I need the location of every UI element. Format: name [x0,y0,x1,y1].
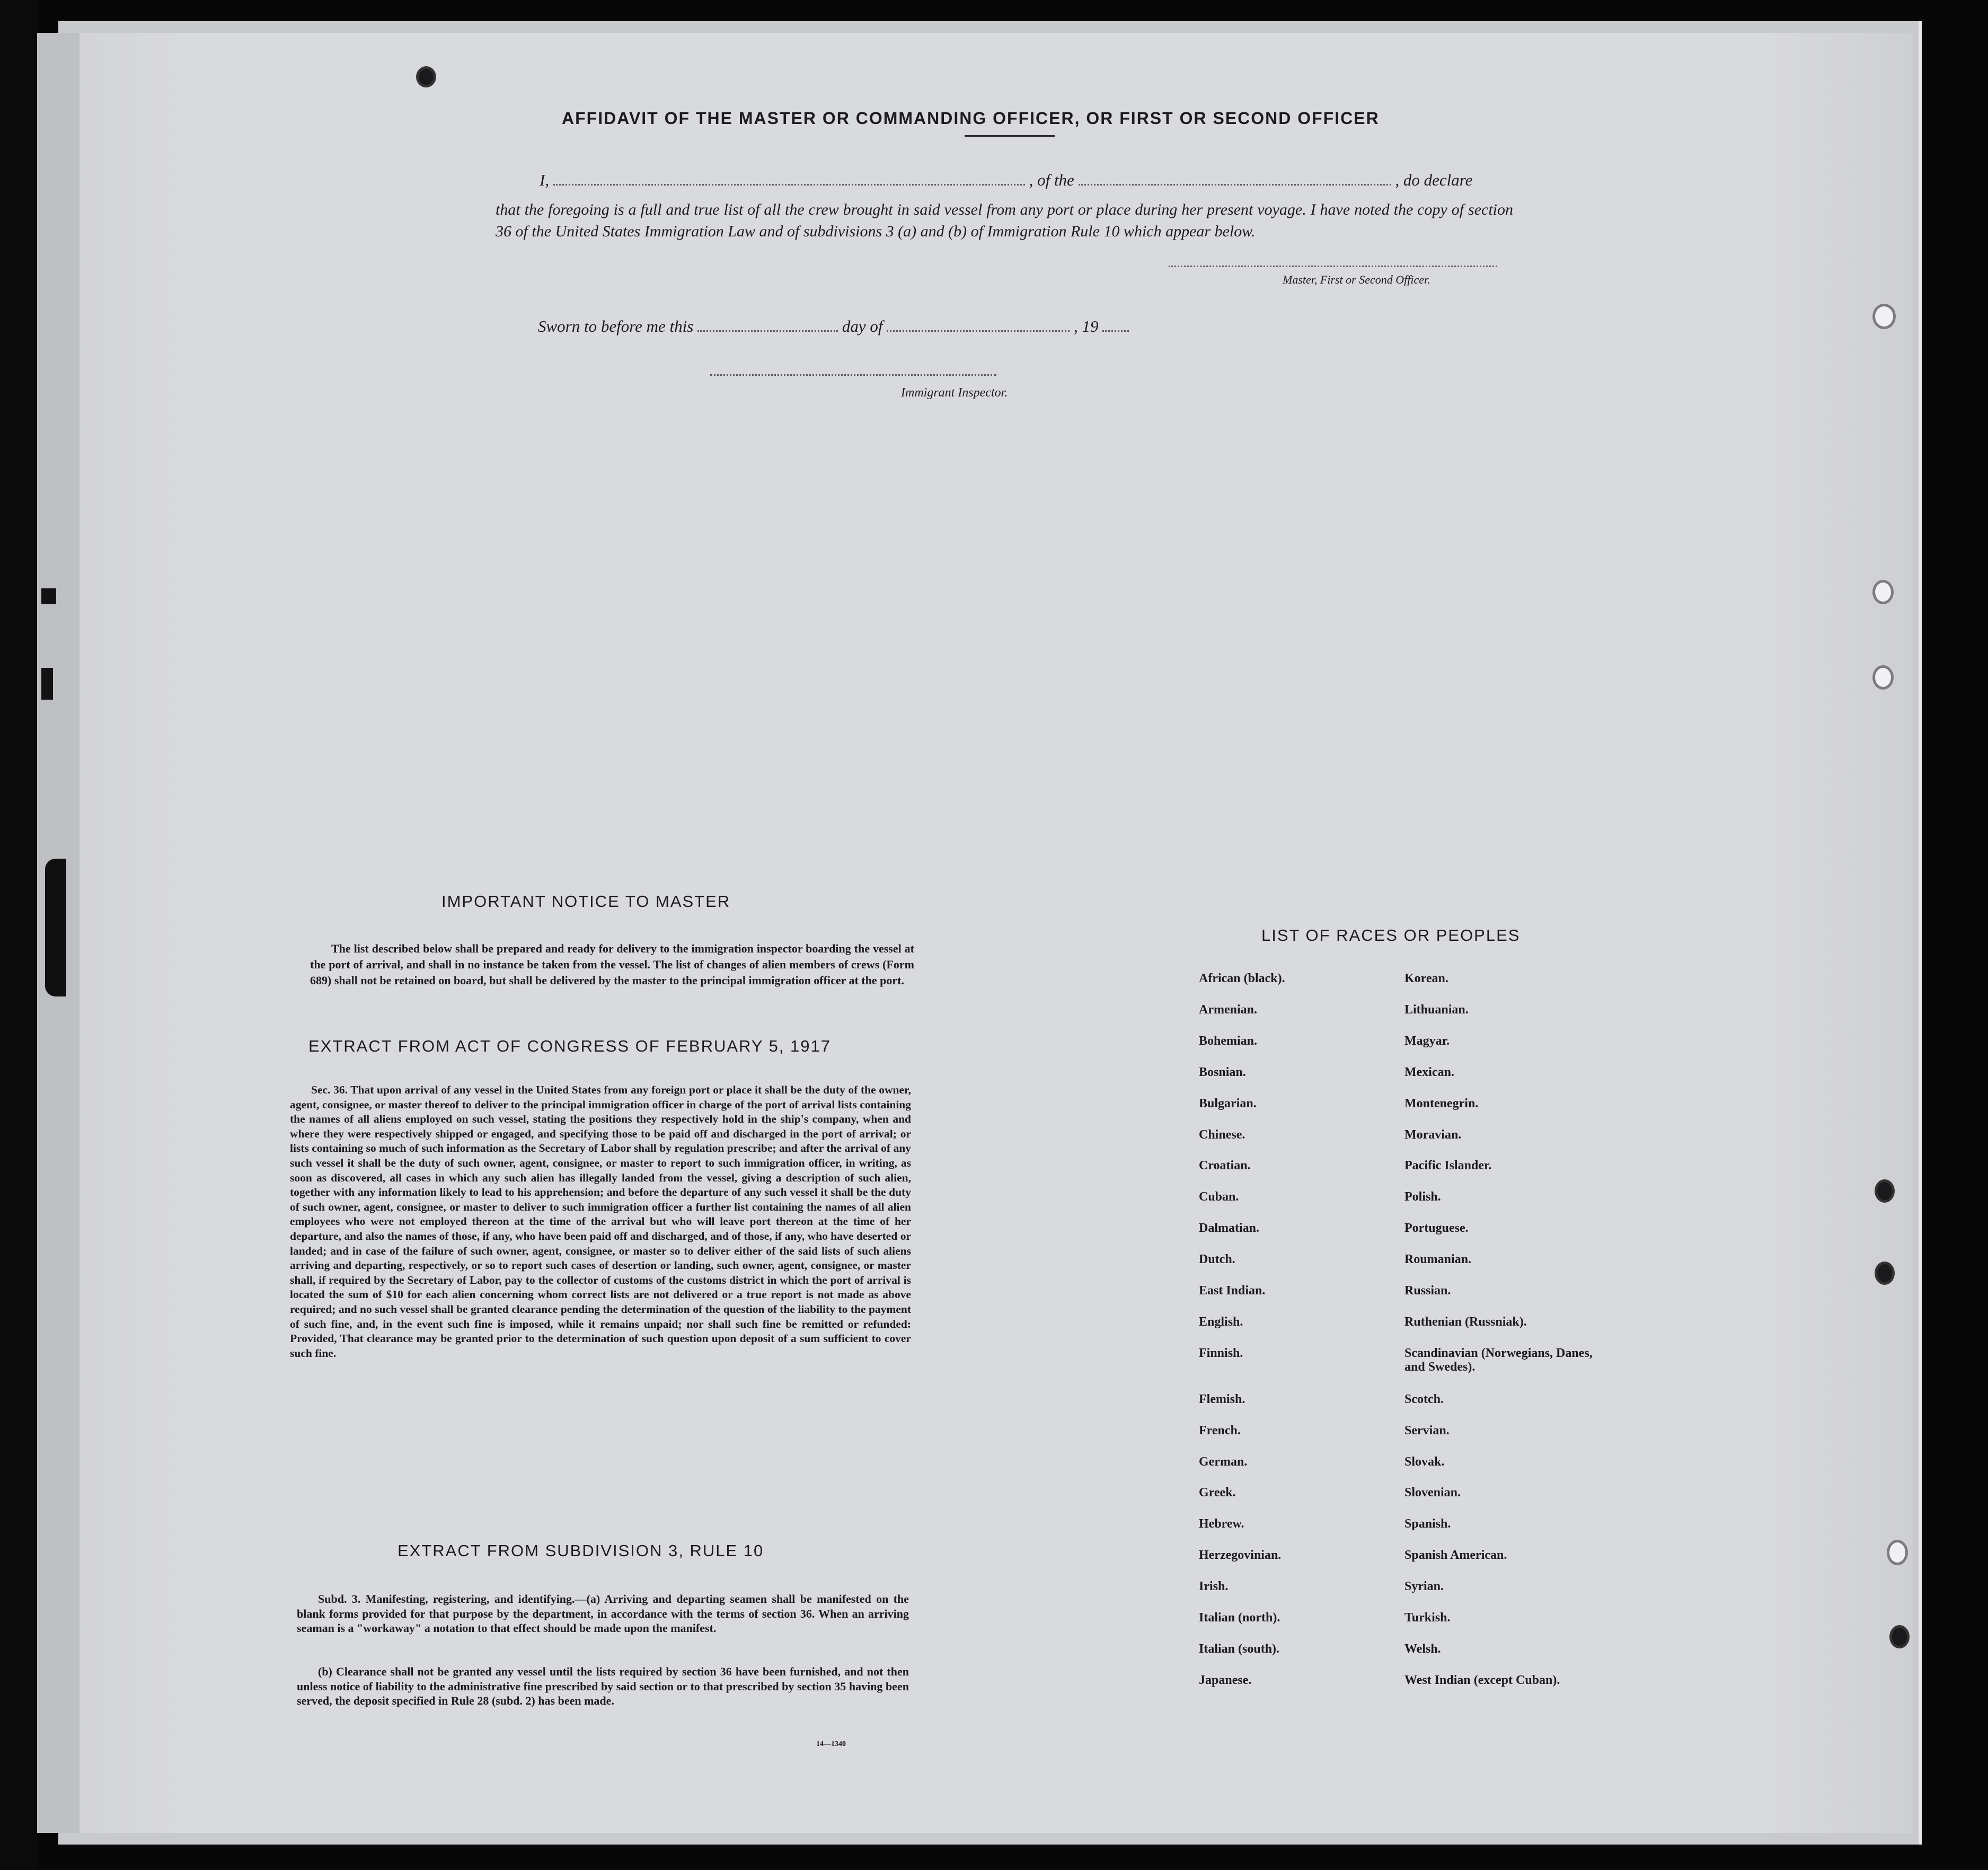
sworn-year: , 19 [1073,317,1099,336]
binding-mark [45,859,66,996]
extract-rule-para-b: (b) Clearance shall not be granted any vessel until the lists required by section 36 have been furnished, and not then unless notice of liability to the administrative fine prescribed by said section or to that prescribed by section 35 having been served, the deposit specified in Rule 28 (subd. 2) has been made. [297,1665,909,1707]
race-item: Bosnian. [1199,1065,1246,1079]
race-item: Russian. [1404,1284,1451,1298]
race-item: Italian (south). [1199,1642,1280,1656]
punch-hole-icon [1889,1625,1910,1648]
race-item: Japanese. [1199,1673,1252,1687]
race-item: African (black). [1199,972,1285,985]
race-item: Scotch. [1404,1392,1444,1406]
sworn-day-of: day of [842,317,883,336]
race-item: Hebrew. [1199,1517,1244,1531]
notice-title: IMPORTANT NOTICE TO MASTER [441,892,731,911]
sworn-line [538,317,1129,336]
race-item: Herzegovinian. [1199,1548,1282,1563]
race-item: Finnish. [1199,1346,1243,1360]
race-item: Slovak. [1404,1454,1445,1469]
race-item: Slovenian. [1404,1486,1461,1500]
race-item: Chinese. [1199,1127,1245,1142]
divider [965,135,1055,137]
declaration-line [540,171,1472,190]
punch-hole-icon [416,66,436,87]
declaration-do-declare: , do declare [1395,171,1473,189]
race-item: Korean. [1404,972,1448,985]
race-item: Dalmatian. [1199,1221,1259,1236]
race-item: Portuguese. [1404,1221,1469,1236]
extract-rule-title: EXTRACT FROM SUBDIVISION 3, RULE 10 [397,1541,764,1560]
race-item: Servian. [1404,1423,1450,1437]
race-item: Croatian. [1199,1159,1251,1173]
race-item: Roumanian. [1404,1252,1472,1267]
punch-hole-icon [1875,1179,1895,1203]
race-item: Moravian. [1404,1127,1462,1142]
race-item: Welsh. [1404,1642,1441,1656]
race-item: Greek. [1199,1486,1236,1500]
race-item: Flemish. [1199,1392,1245,1406]
race-item: German. [1199,1454,1248,1469]
declaration-i: I, [540,171,550,189]
inspector-signature-field[interactable] [710,374,996,376]
race-item: Dutch. [1199,1252,1235,1267]
race-item: Lithuanian. [1404,1002,1469,1017]
race-item: Magyar. [1404,1034,1450,1048]
extract-act-text: Sec. 36. That upon arrival of any vessel in the United States from any foreign port or place it shall be the duty of the owner, agent, consignee, or master thereof to deliver to the principal immigration officer in charge of the port of arrival lists containing the names of all aliens employed on such vessel, stating the positions they respectively hold in the ship's company, when and where they were respectively shipped or engaged, and specifying those to be paid off and discharged in the port of arrival; or lists containing so much of such information as the Secretary of Labor shall by regulation prescribe; and after the arrival of any such vessel it shall be the duty of such owner, agent, consignee, or master to report to such immigration officer, in writing, as soon as discovered, all cases in which any such alien has illegally landed from the vessel, giving a description of such alien, together with any information likely to lead to his apprehension; and before the departure of any such vessel it shall be the duty of such owner, agent, consignee, or master to deliver to such immigration officer a further list containing the names of all alien employees who were not employed thereon at the time of the arrival but who will leave port thereon at the time of her departure, and also the names of those, if any, who have been paid off and discharged, and of those, if any, who have deserted or landed; and in case of the failure of such owner, agent, consignee, or master so to deliver either of the said lists of such aliens arriving and departing, respectively, or so to report such cases of desertion or landing, such owner, agent, consignee, or master shall, if required by the Secretary of Labor, pay to the collector of customs of the customs district in which the port of arrival is located the sum of $10 for each alien concerning whom correct lists are not delivered or a true report is not made as above required; and no such vessel shall be granted clearance pending the determination of the question of the liability to the payment of such fine, and, in the event such fine is imposed, while it remains unpaid; nor shall such fine be remitted or refunded: Provided, That clearance may be granted prior to the determination of such question upon deposit of a sum sufficient to cover such fine. [290,1083,911,1360]
race-item: Spanish American. [1404,1548,1507,1563]
form-code: 14—1340 [816,1740,846,1748]
binding-mark [0,0,37,1870]
affidavit-paragraph: that the foregoing is a full and true list of all the crew brought in said vessel from any port or place during her present voyage. I have noted the copy of section 36 of the United States Immigration Law and of subdivisions 3 (a) and (b) of Immigration Rule 10 which appear below. [496,201,1513,240]
sworn-day-field[interactable] [697,330,838,332]
race-item: Irish. [1199,1580,1229,1594]
race-item: West Indian (except Cuban). [1404,1673,1560,1687]
race-item: English. [1199,1315,1243,1329]
extract-act-title: EXTRACT FROM ACT OF CONGRESS OF FEBRUARY 5, 1917 [308,1037,832,1055]
race-item: Syrian. [1404,1580,1444,1594]
race-item: Ruthenian (Russniak). [1404,1315,1527,1329]
signature-label: Master, First or Second Officer. [1283,273,1430,286]
notice-text: The list described below shall be prepared and ready for delivery to the immigration inspector boarding the vessel at the port of arrival, and shall in no instance be taken from the vessel. The list of changes of alien members of crews (Form 689) shall not be retained on board, but shall be delivered by the master to the principal immigration officer at the port. [310,942,914,987]
vessel-field[interactable] [1079,183,1391,186]
extract-rule-para-a: Subd. 3. Manifesting, registering, and identifying.—(a) Arriving and departing seamen shall be manifested on the blank forms provided for that purpose by the department, in accordance with the terms of section 36. When an arriving seaman is a "workaway" a notation to that effect should be made upon the manifest. [297,1592,909,1635]
race-item: Armenian. [1199,1002,1257,1017]
sworn-month-field[interactable] [887,330,1070,332]
race-item: East Indian. [1199,1284,1266,1298]
races-title: LIST OF RACES OR PEOPLES [1261,926,1521,945]
declaration-of-the: , of the [1029,171,1074,189]
race-item: Bohemian. [1199,1034,1258,1048]
race-item: Montenegrin. [1404,1096,1479,1110]
sworn-year-field[interactable] [1102,330,1129,332]
race-item: Italian (north). [1199,1611,1280,1625]
affidavit-title: AFFIDAVIT OF THE MASTER OR COMMANDING OFFICER, OR FIRST OR SECOND OFFICER [562,109,1380,128]
race-item: French. [1199,1423,1241,1437]
race-item: Scandinavian (Norwegians, Danes, and Swedes). [1404,1346,1593,1374]
binding-mark [41,668,53,700]
name-field[interactable] [553,183,1025,186]
race-item: Cuban. [1199,1190,1239,1204]
race-item: Spanish. [1404,1517,1451,1531]
sworn-prefix: Sworn to before me this [538,317,694,336]
inspector-label: Immigrant Inspector. [901,386,1008,400]
race-item: Mexican. [1404,1065,1454,1079]
race-item: Polish. [1404,1190,1441,1204]
signature-field[interactable] [1169,265,1497,267]
race-item: Pacific Islander. [1404,1159,1492,1173]
punch-hole-icon [1887,1540,1908,1565]
race-item: Bulgarian. [1199,1096,1257,1110]
race-item: Turkish. [1404,1611,1451,1625]
punch-hole-icon [1875,1262,1895,1285]
binding-mark [41,588,56,604]
